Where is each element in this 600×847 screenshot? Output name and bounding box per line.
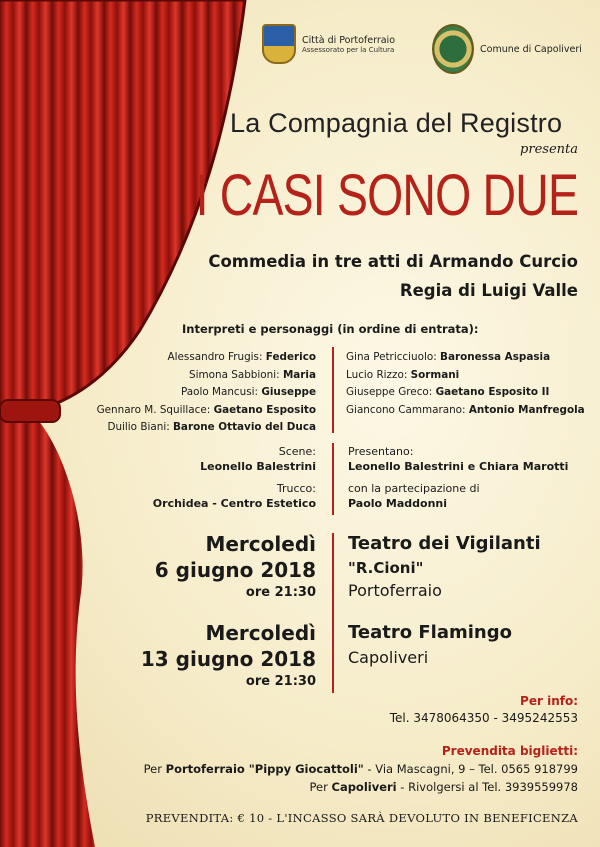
portoferraio-logo [262, 24, 395, 64]
capoliveri-logo [432, 24, 582, 74]
cast-right-list [346, 349, 585, 419]
prevendita-line-2: Per Capoliveri - Rivolgersi al Tel. 3939559978 [309, 780, 578, 794]
portoferraio-sub: Assessorato per la Cultura [302, 45, 395, 54]
show-weekday: Mercoledì [205, 532, 316, 556]
presentano-names: Leonello Balestrini e Chiara Marotti [348, 459, 569, 473]
cast-heading: Interpreti e personaggi (in ordine di entrata): [182, 322, 479, 336]
venue-name: Teatro dei Vigilanti [348, 533, 541, 554]
prevendita-line-1: Per Portoferraio "Pippy Giocattoli" - Via Mascagni, 9 – Tel. 0565 918799 [143, 762, 578, 776]
info-heading: Per info: [520, 694, 578, 708]
show-date: 6 giugno 2018 [154, 558, 316, 582]
venue-name: Teatro Flamingo [348, 622, 512, 643]
trucco-label: Trucco: [276, 482, 316, 495]
cast-item: Giancono Cammarano: Antonio Manfregola [346, 403, 585, 416]
capoliveri-name: Comune di Capoliveri [480, 43, 582, 55]
scene-name: Leonello Balestrini [200, 459, 316, 473]
director-credit: Regia di Luigi Valle [399, 281, 578, 300]
presenta-text: presenta [520, 142, 578, 157]
coat-of-arms-capoliveri-icon [432, 24, 474, 74]
partecipazione-label: con la partecipazione di [348, 482, 480, 495]
show-date: 13 giugno 2018 [140, 647, 316, 671]
cast-item: Gennaro M. Squillace: Gaetano Esposito [96, 403, 316, 416]
show-2-venue [348, 620, 512, 670]
show-1-date [155, 531, 316, 603]
show-time: ore 21:30 [245, 585, 316, 600]
portoferraio-name: Città di Portoferraio [302, 34, 396, 46]
coat-of-arms-portoferraio-icon [262, 24, 296, 64]
cast-item: Simona Sabbioni: Maria [189, 368, 316, 381]
show-1-venue [348, 531, 541, 603]
footer-price-note: PREVENDITA: € 10 - L'INCASSO SARÀ DEVOLUTO IN BENEFICENZA [145, 811, 578, 825]
show-weekday: Mercoledì [205, 621, 316, 645]
show-time: ore 21:30 [245, 674, 316, 689]
play-title: I CASI SONO DUE [195, 163, 578, 228]
crew-right [348, 445, 568, 511]
cast-left-list [97, 349, 316, 437]
cast-item: Gina Petricciuolo: Baronessa Aspasia [346, 351, 551, 363]
show-2-date [141, 620, 316, 692]
cast-item: Duilio Biani: Barone Ottavio del Duca [107, 421, 316, 433]
venue-town: Capoliveri [348, 648, 429, 667]
crew-left [153, 445, 316, 511]
divider-line [332, 533, 334, 693]
divider-line [332, 347, 334, 433]
venue-detail: "R.Cioni" [348, 559, 424, 577]
cast-item: Lucio Rizzo: Sormani [346, 368, 460, 381]
scene-label: Scene: [278, 445, 316, 458]
presentano-label: Presentano: [348, 445, 414, 458]
company-name: La Compagnia del Registro [230, 108, 563, 138]
partecipazione-name: Paolo Maddonni [348, 496, 448, 510]
venue-town: Portoferraio [348, 581, 442, 600]
info-phones: Tel. 3478064350 - 3495242553 [389, 711, 578, 725]
prevendita-heading: Prevendita biglietti: [441, 744, 578, 758]
trucco-name: Orchidea - Centro Estetico [152, 496, 316, 510]
play-subtitle: Commedia in tre atti di Armando Curcio [208, 252, 578, 271]
divider-line [332, 443, 334, 515]
cast-item: Giuseppe Greco: Gaetano Esposito II [346, 386, 550, 398]
cast-item: Alessandro Frugis: Federico [167, 351, 316, 363]
cast-item: Paolo Mancusi: Giuseppe [180, 386, 316, 398]
